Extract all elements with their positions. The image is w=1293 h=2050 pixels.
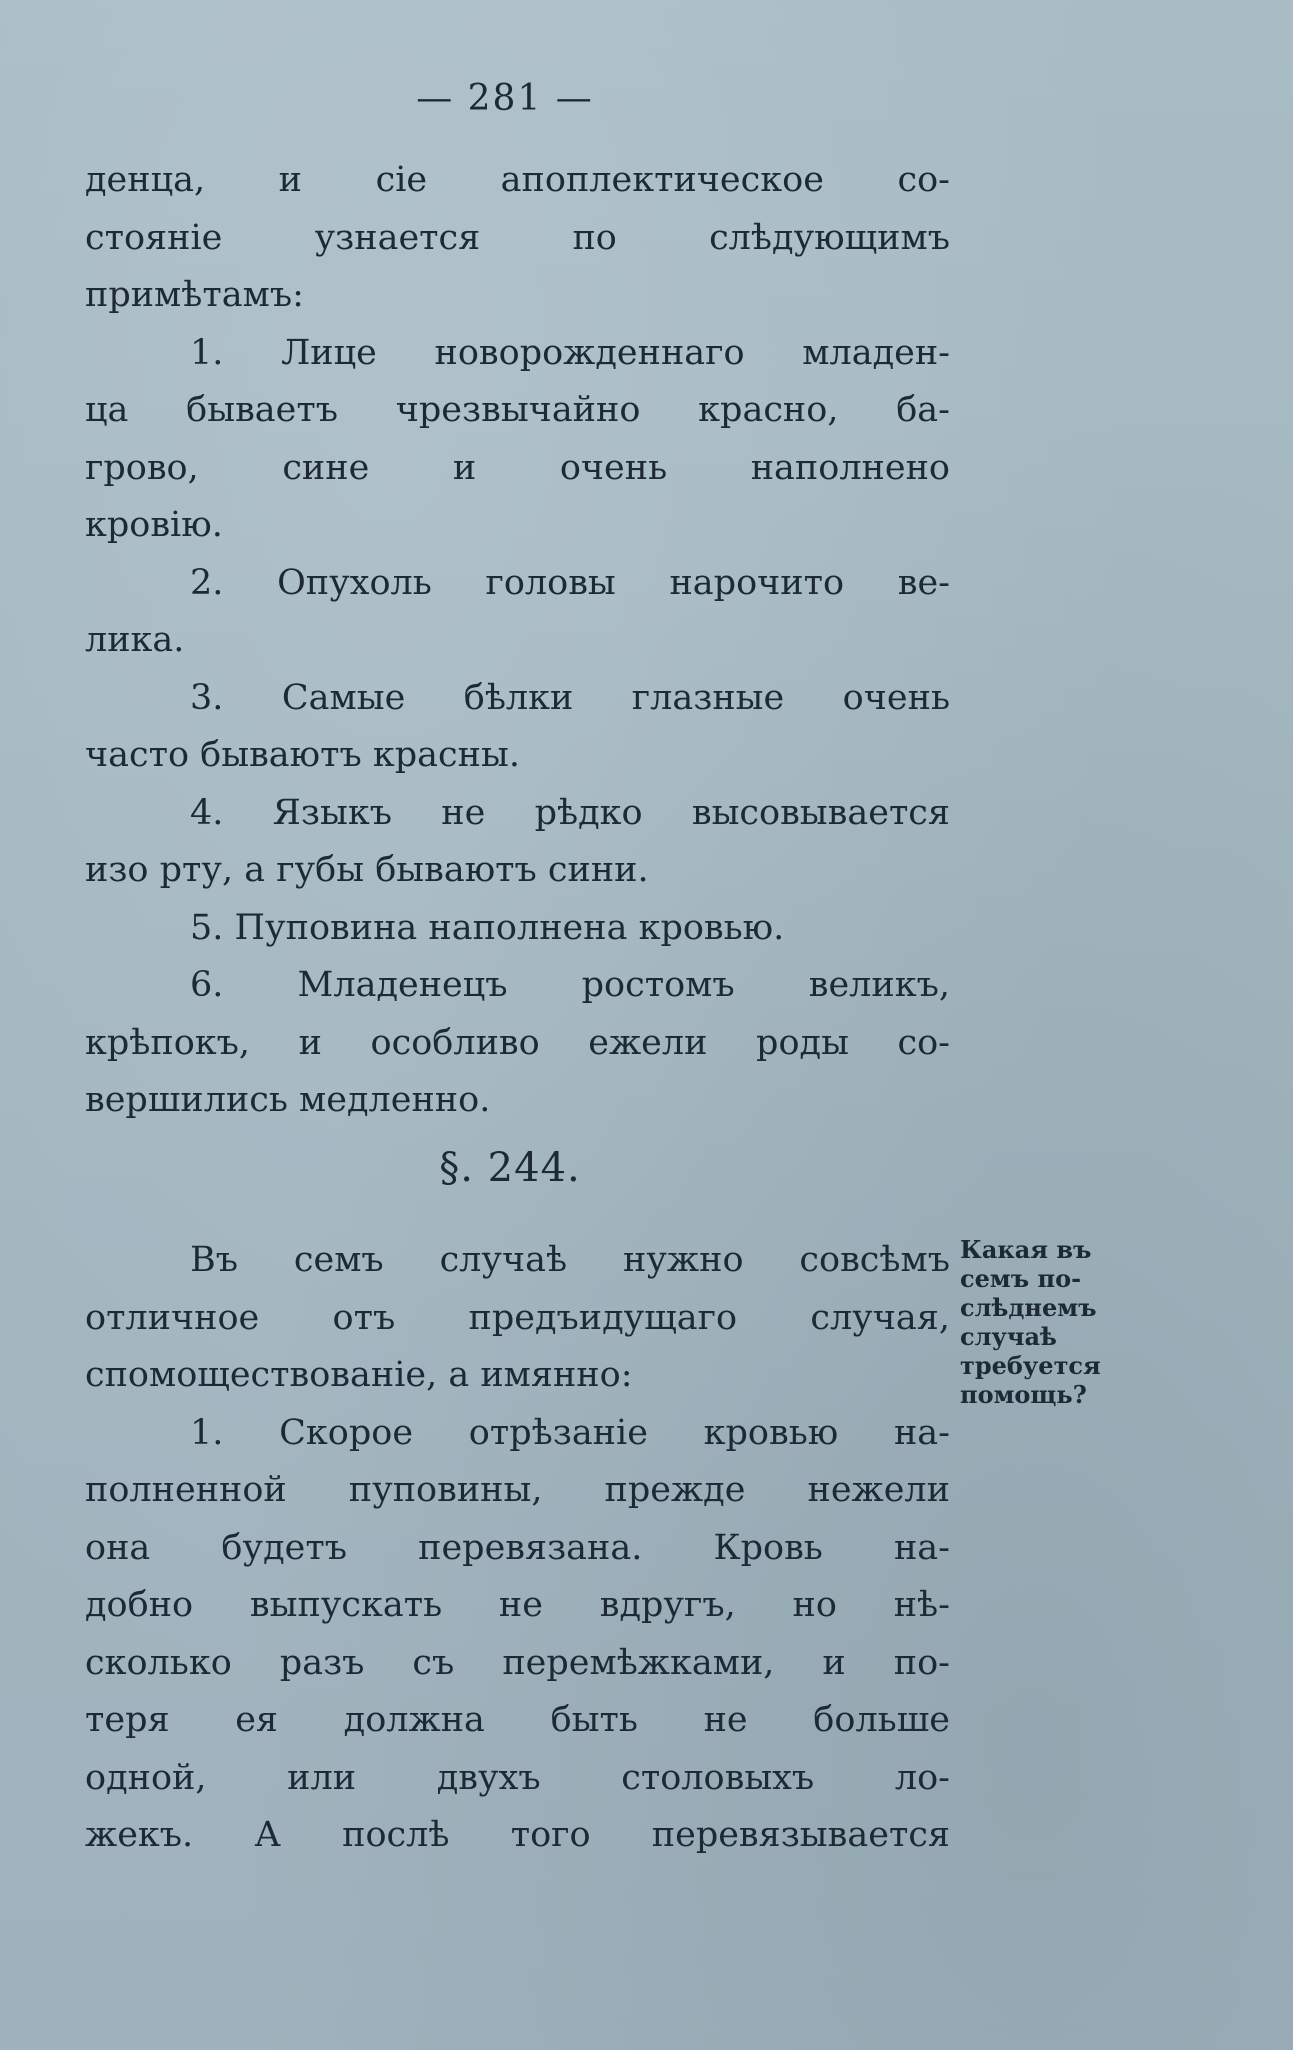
text-line: ца бываетъ чрезвычайно красно, ба- — [85, 390, 950, 430]
list-item-5: 5. Пуповина наполнена кровью. — [190, 907, 785, 948]
margin-note-line: помощь? — [960, 1380, 1087, 1409]
text-line: теря ея должна быть не больше — [85, 1700, 950, 1740]
text-line: отличное отъ предъидущаго случая, — [85, 1297, 950, 1338]
text-line: крѣпокъ, и особливо ежели роды со- — [85, 1022, 950, 1063]
text-line: полненной пуповины, прежде нежели — [85, 1470, 950, 1510]
text-line: денца, и сiе апоплектическое со- — [85, 160, 950, 200]
margin-note-line: случаѣ — [960, 1322, 1057, 1351]
margin-note-line: Какая въ — [960, 1235, 1092, 1264]
text-line: вершились медленно. — [85, 1080, 491, 1120]
text-line: она будетъ перевязана. Кровь на- — [85, 1527, 950, 1568]
section-heading: §. 244. — [439, 1145, 581, 1191]
margin-note-line: семъ по- — [960, 1264, 1082, 1293]
list-item-3: 3. Самые бѣлки глазные очень — [190, 677, 950, 718]
text-line: сколько разъ съ перемѣжками, и по- — [85, 1642, 950, 1683]
list-item-1: 1. Скорое отрѣзанiе кровью на- — [190, 1412, 950, 1453]
text-line: часто бываютъ красны. — [85, 735, 520, 775]
text-line: спомоществованiе, а имянно: — [85, 1355, 633, 1395]
margin-note-line: требуется — [960, 1351, 1101, 1380]
text-line: одной, или двухъ столовыхъ ло- — [85, 1757, 950, 1798]
text-line: кровiю. — [85, 505, 223, 545]
list-item-2: 2. Опухоль головы нарочито ве- — [190, 562, 950, 603]
list-item-4: 4. Языкъ не рѣдко высовывается — [190, 792, 950, 833]
text-block-top — [85, 152, 950, 1130]
paragraph-start: Въ семъ случаѣ нужно совсѣмъ — [190, 1240, 950, 1280]
page-number: — 281 — — [416, 78, 594, 119]
margin-note — [960, 1235, 1185, 1409]
margin-note-line: слѣднемъ — [960, 1293, 1097, 1322]
text-line: лика. — [85, 620, 185, 660]
list-item-6: 6. Младенецъ ростомъ великъ, — [190, 965, 950, 1005]
text-line: грово, сине и очень наполнено — [85, 447, 950, 488]
list-item-1: 1. Лице новорожденнаго младен- — [190, 332, 950, 373]
text-line: изо рту, а губы бываютъ сини. — [85, 850, 649, 890]
text-line: стоянiе узнается по слѣдующимъ — [85, 217, 950, 258]
text-block-bottom — [85, 1232, 950, 1865]
text-line: жекъ. А послѣ того перевязывается — [85, 1815, 950, 1855]
text-line: примѣтамъ: — [85, 275, 304, 315]
text-line: добно выпускать не вдругъ, но нѣ- — [85, 1585, 950, 1625]
